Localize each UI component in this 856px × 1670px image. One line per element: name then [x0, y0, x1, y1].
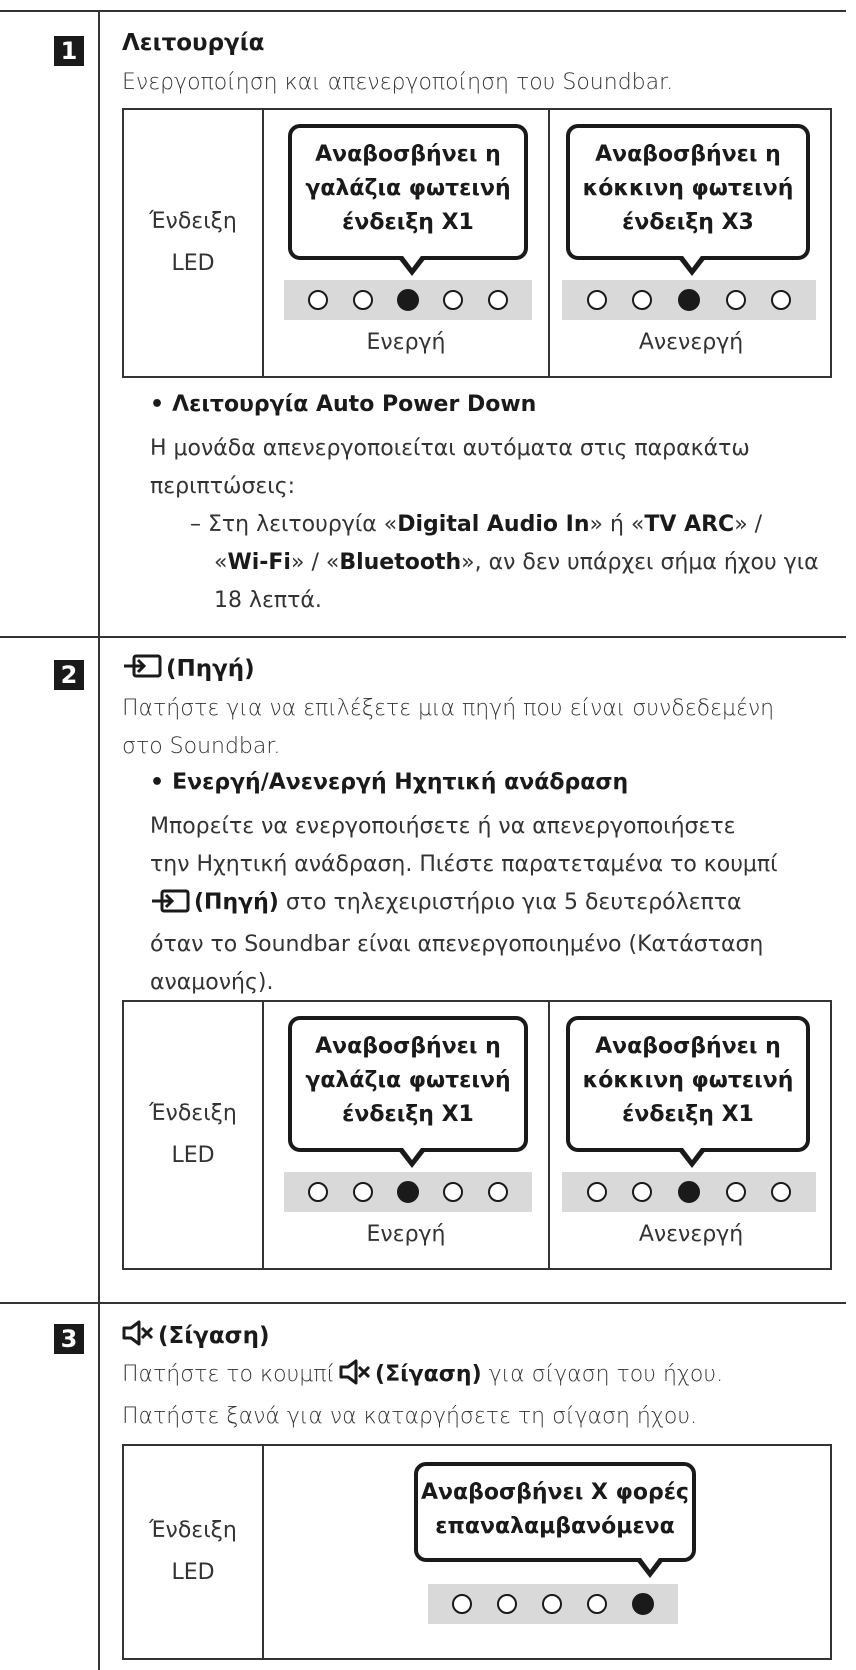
section-divider-top	[0, 10, 846, 12]
led-off	[488, 1182, 508, 1202]
bubble-line: επαναλαμβανόμενα	[435, 1514, 675, 1539]
led-off	[443, 1182, 463, 1202]
bullet-auto-power-down	[150, 392, 536, 417]
section2-description: Πατήστε για να επιλέξετε μια πηγή που είναι συνδεδεμένη στο Soundbar.	[122, 696, 775, 759]
led-label-cell	[124, 110, 264, 376]
led-off	[542, 1594, 562, 1614]
bullet-dot: •	[150, 392, 165, 417]
speech-bubble	[414, 1462, 696, 1562]
led-on	[678, 1181, 700, 1203]
bubble-line: ένδειξη X1	[622, 1102, 754, 1127]
led-off	[587, 290, 607, 310]
led-table-3	[122, 1444, 832, 1660]
led-cell-active	[264, 1002, 548, 1268]
bullet-dot: •	[150, 770, 165, 795]
speech-bubble	[566, 1016, 810, 1152]
title-text: (Πηγή)	[166, 656, 255, 682]
led-off	[308, 1182, 328, 1202]
led-label-line1: Ένδειξη	[149, 209, 237, 234]
led-bar	[428, 1584, 678, 1624]
bubble-line: γαλάζια φωτεινή	[305, 1068, 511, 1093]
led-off	[443, 290, 463, 310]
bubble-line: Αναβοσβήνει η	[595, 142, 781, 167]
led-label-cell	[124, 1002, 264, 1268]
section-number-2: 2	[54, 660, 84, 690]
mute-icon	[122, 1320, 154, 1352]
speech-bubble	[288, 1016, 528, 1152]
led-on	[632, 1593, 654, 1615]
bubble-line: Αναβοσβήνει η	[315, 1034, 501, 1059]
bubble-line: Αναβοσβήνει η	[595, 1034, 781, 1059]
led-off	[488, 290, 508, 310]
led-cell-inactive	[548, 110, 830, 376]
section-number-1: 1	[54, 36, 84, 66]
bubble-line: κόκκινη φωτεινή	[582, 1068, 794, 1093]
bubble-line: γαλάζια φωτεινή	[305, 176, 511, 201]
speech-bubble	[566, 124, 810, 260]
bullet-feedback	[150, 770, 628, 795]
source-icon	[150, 888, 190, 926]
led-off	[771, 1182, 791, 1202]
led-on	[397, 1181, 419, 1203]
led-off	[353, 1182, 373, 1202]
led-off	[726, 1182, 746, 1202]
led-off	[632, 290, 652, 310]
led-label-line2: LED	[171, 1143, 215, 1168]
section1-title: Λειτουργία	[122, 30, 265, 56]
led-off	[726, 290, 746, 310]
led-bar	[284, 280, 532, 320]
section-number-3: 3	[54, 1324, 84, 1354]
speech-bubble	[288, 124, 528, 260]
led-label-line1: Ένδειξη	[149, 1518, 237, 1543]
led-cell-mute	[264, 1446, 830, 1658]
led-label-line2: LED	[171, 1560, 215, 1585]
bubble-line: Αναβοσβήνει η	[315, 142, 501, 167]
text-line: Η μονάδα απενεργοποιείται αυτόματα στις παρακάτω	[150, 436, 750, 461]
status-label: Ενεργή	[366, 330, 446, 355]
led-label-cell	[124, 1446, 264, 1658]
bubble-line: ένδειξη X1	[342, 210, 474, 235]
section-divider-vertical	[98, 10, 100, 1670]
led-off	[632, 1182, 652, 1202]
section-divider-2	[0, 636, 846, 638]
section3-title	[122, 1320, 269, 1352]
section2-title	[122, 654, 255, 684]
bubble-line: κόκκινη φωτεινή	[582, 176, 794, 201]
led-off	[587, 1594, 607, 1614]
led-bar	[562, 280, 816, 320]
led-on	[397, 289, 419, 311]
led-label-line1: Ένδειξη	[149, 1101, 237, 1126]
led-off	[353, 290, 373, 310]
status-label: Ανενεργή	[638, 330, 744, 355]
led-cell-active	[264, 110, 548, 376]
led-label-line2: LED	[171, 251, 215, 276]
led-off	[308, 290, 328, 310]
bubble-line: Αναβοσβήνει X φορές	[421, 1480, 689, 1505]
mute-icon	[339, 1359, 371, 1398]
led-cell-inactive	[548, 1002, 830, 1268]
dash-item: – Στη λειτουργία «Digital Audio In» ή «TV ARC» / «Wi-Fi» / «Bluetooth», αν δεν υπάρχει σήμα ήχου για 18 λεπτά.	[190, 512, 819, 613]
status-label: Ανενεργή	[638, 1222, 744, 1247]
led-off	[587, 1182, 607, 1202]
auto-power-down-text	[150, 430, 830, 506]
led-bar	[562, 1172, 816, 1212]
led-off	[452, 1594, 472, 1614]
section1-description: Ενεργοποίηση και απενεργοποίηση του Soundbar.	[122, 70, 674, 95]
status-label: Ενεργή	[366, 1222, 446, 1247]
section-divider-3	[0, 1302, 846, 1304]
led-off	[771, 290, 791, 310]
led-on	[678, 289, 700, 311]
source-icon	[122, 654, 162, 684]
bubble-line: ένδειξη X1	[342, 1102, 474, 1127]
led-table-2	[122, 1000, 832, 1270]
text-line: περιπτώσεις:	[150, 474, 296, 499]
bullet-title: Ενεργή/Ανενεργή Ηχητική ανάδραση	[172, 770, 629, 795]
led-table-1	[122, 108, 832, 378]
led-bar	[284, 1172, 532, 1212]
bullet-title: Λειτουργία Auto Power Down	[172, 392, 537, 417]
title-text: (Σίγαση)	[158, 1323, 270, 1349]
feedback-text: Μπορείτε να ενεργοποιήσετε ή να απενεργοποιήσετε την Ηχητική ανάδραση. Πιέστε παρατεταμένα το κουμπί (Πηγή) στο τηλεχειριστήριο για 5 δευτερόλεπτα όταν το Soundbar είναι απενεργοποιημένο (Κατάσταση αναμονής).	[150, 814, 778, 995]
section3-description: Πατήστε το κουμπί (Σίγαση) για σίγαση του ήχου. Πατήστε ξανά για να καταργήσετε τη σίγαση ήχου.	[122, 1356, 832, 1436]
led-off	[497, 1594, 517, 1614]
bubble-line: ένδειξη X3	[622, 210, 754, 235]
